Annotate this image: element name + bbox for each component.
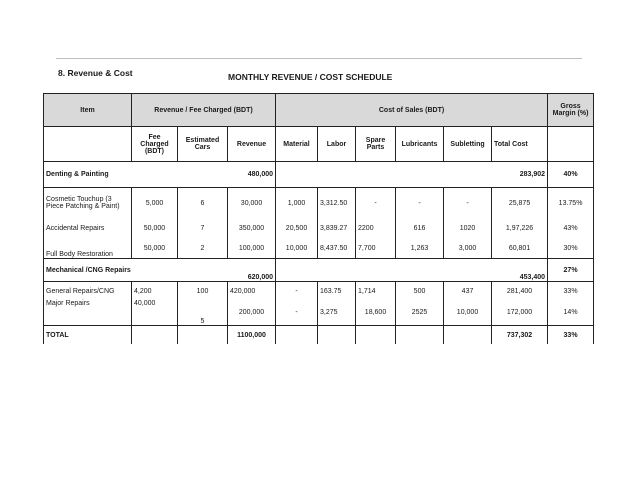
row-item: Major Repairs bbox=[44, 300, 132, 326]
row-lubricants: - bbox=[396, 188, 444, 219]
row-fee: 50,000 bbox=[132, 218, 178, 238]
row-labor: 163.75 bbox=[318, 282, 356, 301]
row-fee: 40,000 bbox=[132, 300, 178, 326]
row-spare: 1,714 bbox=[356, 282, 396, 301]
row-cars: 5 bbox=[178, 300, 228, 326]
total-revenue: 1100,000 bbox=[228, 326, 276, 345]
row-spare: 18,600 bbox=[356, 300, 396, 326]
col-fee-charged: Fee Charged (BDT) bbox=[132, 127, 178, 162]
group-total-cost: 453,400 bbox=[276, 259, 548, 282]
total-spare-blank bbox=[356, 326, 396, 345]
row-fee: 50,000 bbox=[132, 238, 178, 259]
row-lubricants: 2525 bbox=[396, 300, 444, 326]
row-cars: 100 bbox=[178, 282, 228, 301]
group-name: Mechanical /CNG Repairs bbox=[44, 259, 228, 282]
table-row bbox=[44, 218, 594, 238]
total-label: TOTAL bbox=[44, 326, 132, 345]
row-lubricants: 500 bbox=[396, 282, 444, 301]
row-revenue: 30,000 bbox=[228, 188, 276, 219]
col-lubricants: Lubricants bbox=[396, 127, 444, 162]
group-row-mechanical-cng bbox=[44, 259, 594, 282]
group-name: Denting & Painting bbox=[44, 162, 228, 188]
row-subletting: - bbox=[444, 188, 492, 219]
row-cars: 6 bbox=[178, 188, 228, 219]
row-labor: 3,275 bbox=[318, 300, 356, 326]
row-total-cost: 60,801 bbox=[492, 238, 548, 259]
header-blank bbox=[44, 127, 132, 162]
row-total-cost: 1,97,226 bbox=[492, 218, 548, 238]
row-item: Accidental Repairs bbox=[44, 218, 132, 238]
row-material: - bbox=[276, 300, 318, 326]
row-total-cost: 281,400 bbox=[492, 282, 548, 301]
group-margin: 40% bbox=[548, 162, 594, 188]
total-cars-blank bbox=[178, 326, 228, 345]
row-margin: 13.75% bbox=[548, 188, 594, 219]
row-fee: 5,000 bbox=[132, 188, 178, 219]
col-revenue: Revenue bbox=[228, 127, 276, 162]
table-row bbox=[44, 300, 594, 326]
group-row-denting-painting bbox=[44, 162, 594, 188]
header-cost-group: Cost of Sales (BDT) bbox=[276, 94, 548, 127]
row-cars: 7 bbox=[178, 218, 228, 238]
revenue-cost-table bbox=[43, 93, 594, 344]
total-row bbox=[44, 326, 594, 345]
col-total-cost: Total Cost bbox=[492, 127, 548, 162]
row-revenue: 350,000 bbox=[228, 218, 276, 238]
row-item: Full Body Restoration bbox=[44, 238, 132, 259]
row-lubricants: 1,263 bbox=[396, 238, 444, 259]
row-subletting: 437 bbox=[444, 282, 492, 301]
row-fee: 4,200 bbox=[132, 282, 178, 301]
section-heading: 8. Revenue & Cost bbox=[58, 68, 133, 78]
row-material: - bbox=[276, 282, 318, 301]
row-material: 10,000 bbox=[276, 238, 318, 259]
table-row bbox=[44, 188, 594, 219]
row-labor: 8,437.50 bbox=[318, 238, 356, 259]
total-labor-blank bbox=[318, 326, 356, 345]
row-item: Cosmetic Touchup (3 Piece Patching & Paint) bbox=[44, 188, 132, 219]
row-item: General Repairs/CNG bbox=[44, 282, 132, 301]
total-lubricants-blank bbox=[396, 326, 444, 345]
row-labor: 3,839.27 bbox=[318, 218, 356, 238]
row-labor: 3,312.50 bbox=[318, 188, 356, 219]
row-margin: 43% bbox=[548, 218, 594, 238]
row-subletting: 10,000 bbox=[444, 300, 492, 326]
header-revenue-group: Revenue / Fee Charged (BDT) bbox=[132, 94, 276, 127]
table-row bbox=[44, 238, 594, 259]
header-item: Item bbox=[44, 94, 132, 127]
group-revenue: 620,000 bbox=[228, 259, 276, 282]
row-material: 1,000 bbox=[276, 188, 318, 219]
header-gross-margin: Gross Margin (%) bbox=[548, 94, 594, 127]
col-estimated-cars: Estimated Cars bbox=[178, 127, 228, 162]
row-revenue: 200,000 bbox=[228, 300, 276, 326]
row-cars: 2 bbox=[178, 238, 228, 259]
total-fee-blank bbox=[132, 326, 178, 345]
row-subletting: 3,000 bbox=[444, 238, 492, 259]
col-margin-blank bbox=[548, 127, 594, 162]
col-material: Material bbox=[276, 127, 318, 162]
row-margin: 30% bbox=[548, 238, 594, 259]
col-labor: Labor bbox=[318, 127, 356, 162]
table-row bbox=[44, 282, 594, 301]
header-row-columns bbox=[44, 127, 594, 162]
row-spare: - bbox=[356, 188, 396, 219]
col-spare-parts: Spare Parts bbox=[356, 127, 396, 162]
row-total-cost: 172,000 bbox=[492, 300, 548, 326]
group-margin: 27% bbox=[548, 259, 594, 282]
row-lubricants: 616 bbox=[396, 218, 444, 238]
total-margin: 33% bbox=[548, 326, 594, 345]
total-subletting-blank bbox=[444, 326, 492, 345]
row-spare: 2200 bbox=[356, 218, 396, 238]
schedule-title: MONTHLY REVENUE / COST SCHEDULE bbox=[228, 72, 393, 82]
header-row-groups bbox=[44, 94, 594, 127]
row-margin: 33% bbox=[548, 282, 594, 301]
row-revenue: 420,000 bbox=[228, 282, 276, 301]
group-total-cost: 283,902 bbox=[276, 162, 548, 188]
header-rule bbox=[56, 58, 582, 59]
total-cost: 737,302 bbox=[492, 326, 548, 345]
total-material-blank bbox=[276, 326, 318, 345]
row-spare: 7,700 bbox=[356, 238, 396, 259]
row-material: 20,500 bbox=[276, 218, 318, 238]
row-revenue: 100,000 bbox=[228, 238, 276, 259]
row-total-cost: 25,875 bbox=[492, 188, 548, 219]
row-margin: 14% bbox=[548, 300, 594, 326]
group-revenue: 480,000 bbox=[228, 162, 276, 188]
col-subletting: Subletting bbox=[444, 127, 492, 162]
row-subletting: 1020 bbox=[444, 218, 492, 238]
